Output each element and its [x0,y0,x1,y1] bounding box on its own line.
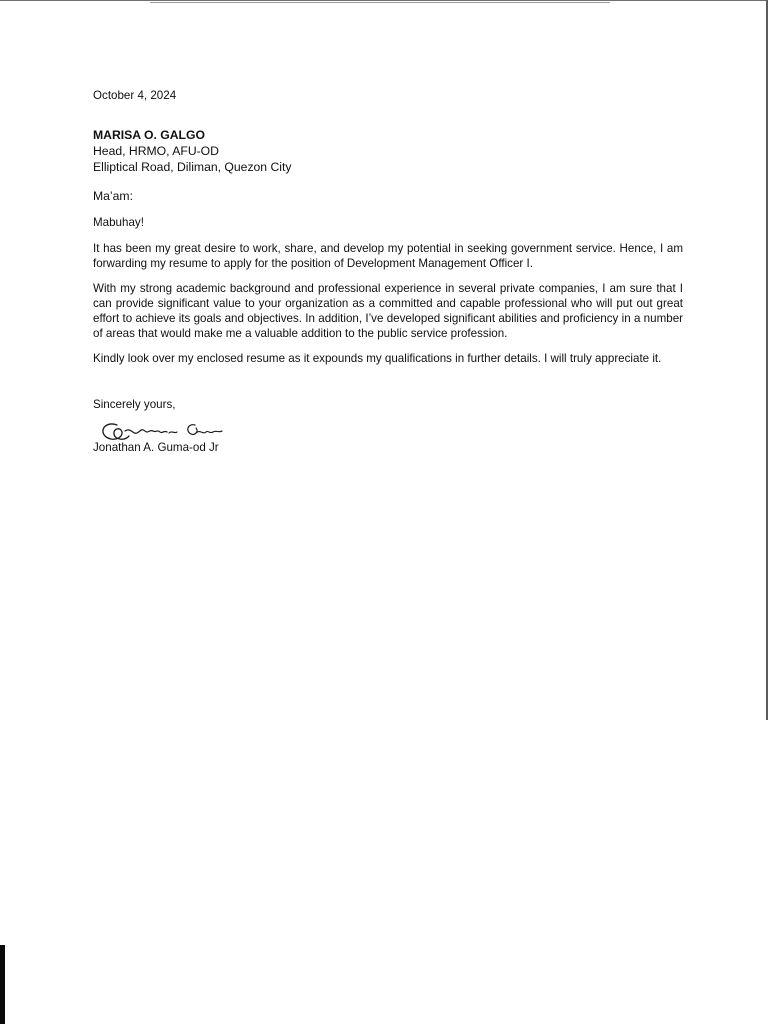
scan-border-top-inner [150,2,610,3]
body-paragraph-1: It has been my great desire to work, share, and develop my potential in seeking government service. Hence, I am forwarding my resume to apply for the position of Development Management Officer I. [93,242,683,270]
recipient-name: MARISA O. GALGO [93,128,205,142]
recipient-address: Elliptical Road, Diliman, Quezon City [93,160,292,174]
signer-name: Jonathan A. Guma-od Jr [93,441,219,454]
closing: Sincerely yours, [93,398,176,411]
letter-date: October 4, 2024 [93,89,177,102]
cover-letter [93,88,683,460]
greeting: Mabuhay! [93,216,144,229]
body-paragraph-2: With my strong academic background and professional experience in several private companies, I am sure that I can provide significant value to your organization as a committed and capable professional who will put out great effort to achieve its goals and objectives. In addition, I’ve developed significant abilities and proficiency in a number of areas that would make me a valuable addition to the public service profession. [93,282,683,340]
scan-border-top [0,0,768,1]
salutation: Ma’am: [93,189,133,203]
body-paragraph-3: Kindly look over my enclosed resume as it expounds my qualifications in further details. I will truly appreciate it. [93,352,662,365]
scan-border-left [0,945,5,1024]
recipient-title: Head, HRMO, AFU-OD [93,144,219,158]
signature-block [93,422,683,460]
